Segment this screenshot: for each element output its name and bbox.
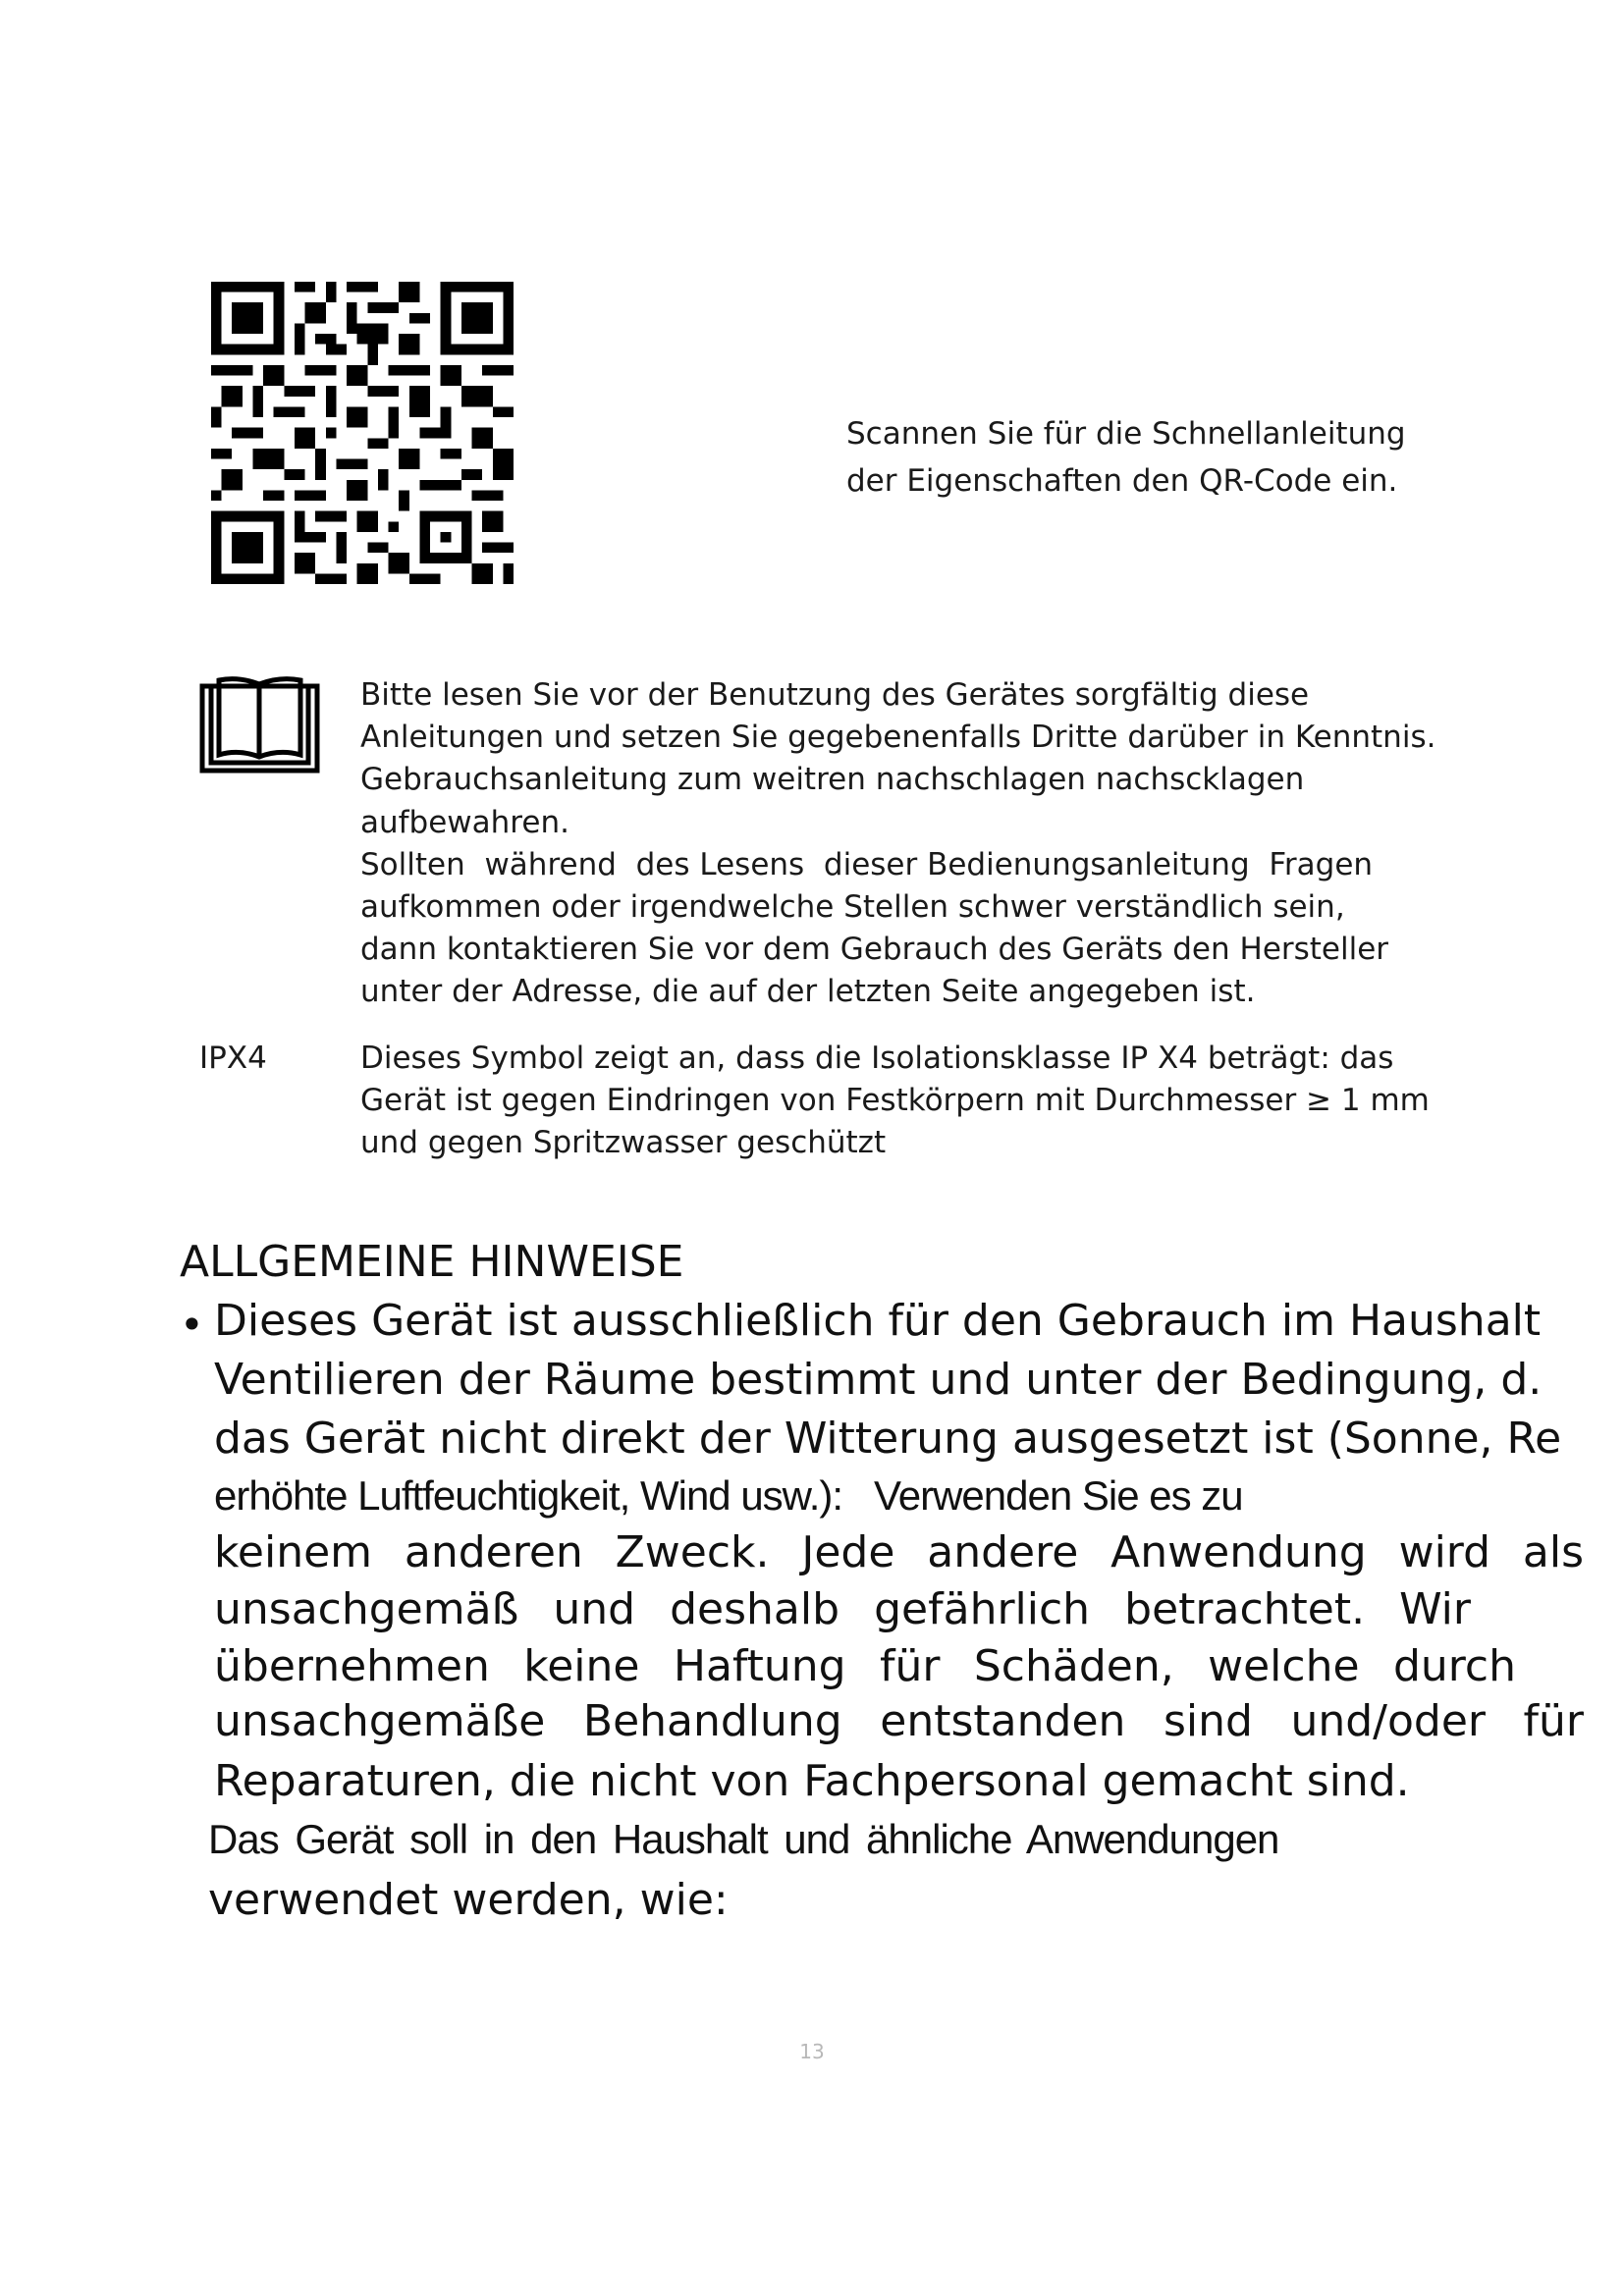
text-line: Reparaturen, die nicht von Fachpersonal gemacht sind. <box>214 1756 1410 1806</box>
text-line: Anleitungen und setzen Sie gegebenenfalls Dritte darüber in Kenntnis. <box>360 720 1436 756</box>
text-line: dann kontaktieren Sie vor dem Gebrauch des Geräts den Hersteller <box>360 932 1389 968</box>
text-line: erhöhte Luftfeuchtigkeit, Wind usw.): Verwenden Sie es zu <box>214 1472 1243 1519</box>
text-line: Ventilieren der Räume bestimmt und unter der Bedingung, d. <box>214 1355 1543 1405</box>
text-line: aufkommen oder irgendwelche Stellen schwer verständlich sein, <box>360 889 1345 926</box>
text-line: aufbewahren. <box>360 804 569 840</box>
open-book-icon <box>199 676 320 774</box>
text-line: Sollten während des Lesens dieser Bedienungsanleitung Fragen <box>360 846 1374 882</box>
text-line: unter der Adresse, die auf der letzten Seite angegeben ist. <box>360 974 1256 1010</box>
text-line: Dieses Symbol zeigt an, dass die Isolationsklasse IP X4 beträgt: das <box>360 1041 1394 1076</box>
page-number: 13 <box>799 2040 825 2063</box>
qr-caption-line: der Eigenschaften den QR-Code ein. <box>846 463 1398 499</box>
text-line: keinem anderen Zweck. Jede andere Anwendung wird als <box>214 1527 1584 1577</box>
ipx4-description <box>360 1038 1578 1165</box>
read-instructions-text <box>360 674 1578 1014</box>
text-line: verwendet werden, wie: <box>208 1875 729 1925</box>
text-line: Gebrauchsanleitung zum weitren nachschlagen nachscklagen <box>360 762 1305 798</box>
ipx4-label: IPX4 <box>199 1041 267 1076</box>
text-line: Gerät ist gegen Eindringen von Festkörpern mit Durchmesser ≥ 1 mm <box>360 1083 1430 1119</box>
text-line: Dieses Gerät ist ausschließlich für den Gebrauch im Haushalt <box>214 1296 1542 1346</box>
qr-caption <box>846 410 1534 505</box>
text-line: unsachgemäße Behandlung entstanden sind und/oder für <box>214 1696 1584 1746</box>
text-line: das Gerät nicht direkt der Witterung ausgesetzt ist (Sonne, Re <box>214 1414 1562 1464</box>
qr-code <box>211 282 514 584</box>
bullet: • <box>180 1301 204 1349</box>
section-heading: ALLGEMEINE HINWEISE <box>180 1237 684 1287</box>
text-line: übernehmen keine Haftung für Schäden, welche durch <box>214 1641 1516 1691</box>
text-line: unsachgemäß und deshalb gefährlich betrachtet. Wir <box>214 1584 1471 1634</box>
text-line: Das Gerät soll in den Haushalt und ähnliche Anwendungen <box>208 1816 1279 1862</box>
text-line: Bitte lesen Sie vor der Benutzung des Gerätes sorgfältig diese <box>360 677 1310 713</box>
qr-caption-line: Scannen Sie für die Schnellanleitung <box>846 416 1406 452</box>
text-line: und gegen Spritzwasser geschützt <box>360 1125 887 1161</box>
